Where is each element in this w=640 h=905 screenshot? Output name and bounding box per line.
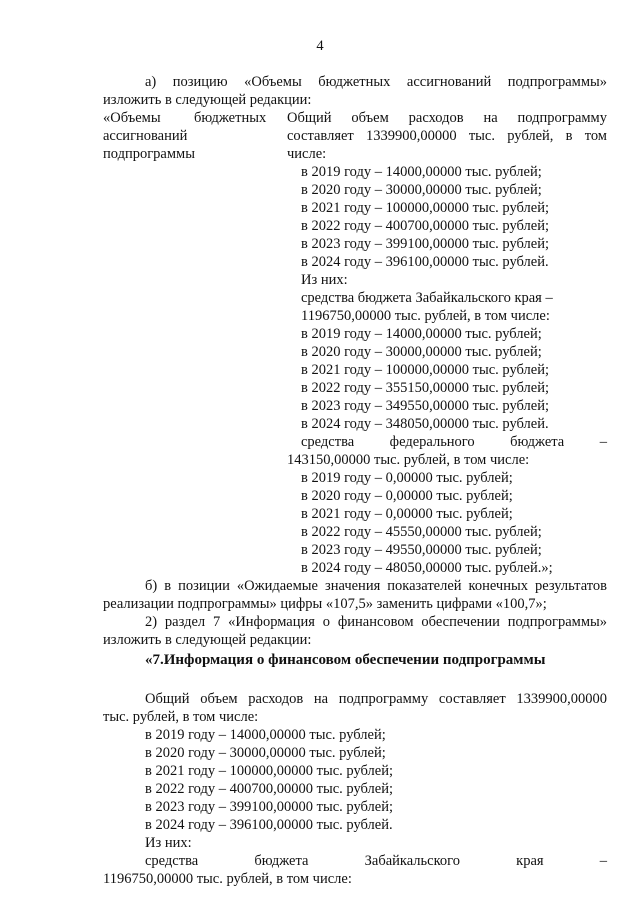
federal-year-2019: в 2019 году – 0,00000 тыс. рублей; bbox=[301, 470, 513, 486]
section-year-2020: в 2020 году – 30000,00000 тыс. рублей; bbox=[145, 745, 386, 761]
regional-year-2020: в 2020 году – 30000,00000 тыс. рублей; bbox=[301, 344, 542, 360]
section-intro-line2: тыс. рублей, в том числе: bbox=[103, 709, 259, 725]
regional-line1: средства бюджета Забайкальского края – bbox=[301, 290, 553, 306]
table-right-line3: числе: bbox=[287, 146, 327, 162]
item-2-line1: 2) раздел 7 «Информация о финансовом обеспечении подпрограммы» bbox=[145, 614, 607, 630]
regional-year-2021: в 2021 году – 100000,00000 тыс. рублей; bbox=[301, 362, 550, 378]
federal-year-2022: в 2022 году – 45550,00000 тыс. рублей; bbox=[301, 524, 542, 540]
federal-year-2020: в 2020 году – 0,00000 тыс. рублей; bbox=[301, 488, 513, 504]
federal-line2: 143150,00000 тыс. рублей, в том числе: bbox=[287, 452, 530, 468]
section-year-2022: в 2022 году – 400700,00000 тыс. рублей; bbox=[145, 781, 394, 797]
total-year-2020: в 2020 году – 30000,00000 тыс. рублей; bbox=[301, 182, 542, 198]
section-regional-line1: средства бюджета Забайкальского края – bbox=[145, 853, 607, 869]
item-a-line1: а) позицию «Объемы бюджетных ассигнований подпрограммы» bbox=[145, 74, 607, 90]
table-left-line3: подпрограммы bbox=[103, 146, 195, 162]
federal-year-2021: в 2021 году – 0,00000 тыс. рублей; bbox=[301, 506, 513, 522]
section-year-2019: в 2019 году – 14000,00000 тыс. рублей; bbox=[145, 727, 386, 743]
regional-year-2019: в 2019 году – 14000,00000 тыс. рублей; bbox=[301, 326, 542, 342]
section-year-2023: в 2023 году – 399100,00000 тыс. рублей; bbox=[145, 799, 394, 815]
total-year-2021: в 2021 году – 100000,00000 тыс. рублей; bbox=[301, 200, 550, 216]
table-of-them: Из них: bbox=[301, 272, 348, 288]
item-2-line2: изложить в следующей редакции: bbox=[103, 632, 312, 648]
table-left-line2: ассигнований bbox=[103, 128, 188, 144]
table-left-word2: бюджетных bbox=[194, 110, 267, 126]
item-a-line2: изложить в следующей редакции: bbox=[103, 92, 312, 108]
total-year-2019: в 2019 году – 14000,00000 тыс. рублей; bbox=[301, 164, 542, 180]
section-year-2024: в 2024 году – 396100,00000 тыс. рублей. bbox=[145, 817, 393, 833]
federal-year-2024: в 2024 году – 48050,00000 тыс. рублей.»; bbox=[301, 560, 553, 576]
regional-year-2023: в 2023 году – 349550,00000 тыс. рублей; bbox=[301, 398, 550, 414]
item-b-line2: реализации подпрограммы» цифры «107,5» заменить цифрами «100,7»; bbox=[103, 596, 547, 612]
total-year-2024: в 2024 году – 396100,00000 тыс. рублей. bbox=[301, 254, 549, 270]
section-regional-line2: 1196750,00000 тыс. рублей, в том числе: bbox=[103, 871, 352, 887]
item-b-line1: б) в позиции «Ожидаемые значения показателей конечных результатов bbox=[145, 578, 607, 594]
regional-year-2024: в 2024 году – 348050,00000 тыс. рублей. bbox=[301, 416, 549, 432]
section-year-2021: в 2021 году – 100000,00000 тыс. рублей; bbox=[145, 763, 394, 779]
regional-line2: 1196750,00000 тыс. рублей, в том числе: bbox=[301, 308, 550, 324]
section-of-them: Из них: bbox=[145, 835, 192, 851]
total-year-2023: в 2023 году – 399100,00000 тыс. рублей; bbox=[301, 236, 550, 252]
total-year-2022: в 2022 году – 400700,00000 тыс. рублей; bbox=[301, 218, 550, 234]
table-left-word1: «Объемы bbox=[103, 110, 161, 126]
federal-line1: средства федерального бюджета – bbox=[301, 434, 607, 450]
table-right-line1: Общий объем расходов на подпрограмму bbox=[287, 110, 607, 126]
federal-year-2023: в 2023 году – 49550,00000 тыс. рублей; bbox=[301, 542, 542, 558]
table-right-line2: составляет 1339900,00000 тыс. рублей, в том bbox=[287, 128, 607, 144]
regional-year-2022: в 2022 году – 355150,00000 тыс. рублей; bbox=[301, 380, 550, 396]
section-title: «7.Информация о финансовом обеспечении подпрограммы bbox=[145, 652, 546, 668]
section-intro-line1: Общий объем расходов на подпрограмму составляет 1339900,00000 bbox=[145, 691, 607, 707]
page-number: 4 bbox=[316, 38, 324, 54]
